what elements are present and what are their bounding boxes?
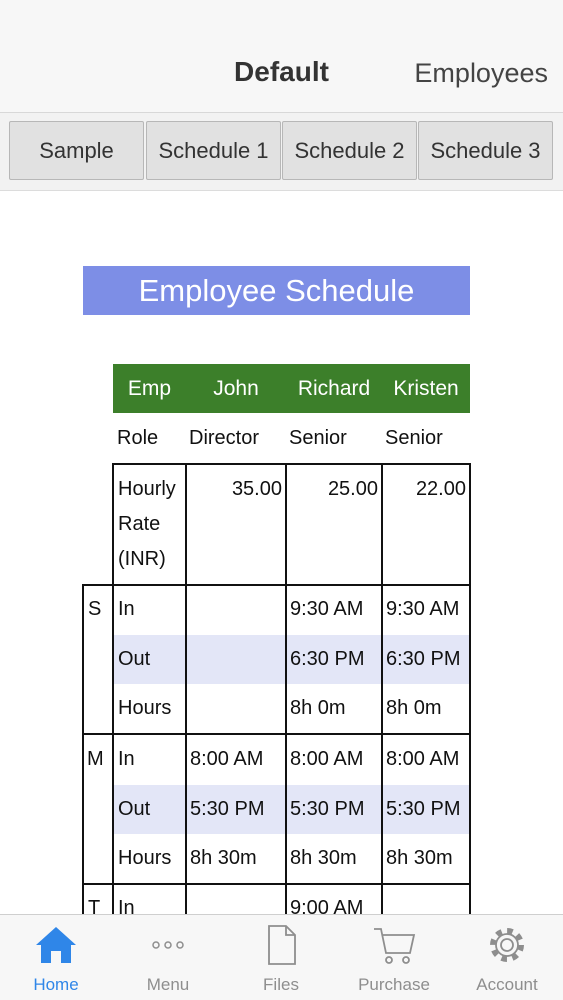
rate-label-2: Rate — [118, 513, 161, 535]
grid-line — [112, 463, 114, 914]
tab-menu[interactable] — [112, 915, 224, 1000]
day-label: T — [88, 897, 101, 914]
time-cell: 8:00 AM — [290, 748, 364, 770]
grid-line — [112, 463, 471, 465]
tab-files[interactable] — [225, 915, 337, 1000]
hours-cell: 8h 30m — [190, 847, 257, 869]
header-john: John — [213, 377, 259, 400]
grid-line — [82, 584, 84, 914]
in-label: In — [118, 748, 135, 770]
role-kristen: Senior — [385, 427, 443, 449]
day-label: M — [87, 748, 104, 770]
header-kristen: Kristen — [393, 377, 459, 400]
segment-schedule-3[interactable]: Schedule 3 — [418, 121, 553, 180]
home-icon — [34, 923, 78, 967]
tab-label: Account — [476, 975, 538, 994]
time-cell: 9:00 AM — [290, 897, 364, 914]
grid-line — [82, 883, 471, 885]
navigation-bar — [0, 0, 563, 113]
time-cell: 6:30 PM — [290, 648, 365, 670]
hours-cell: 8h 0m — [290, 697, 346, 719]
segment-schedule-2[interactable]: Schedule 2 — [282, 121, 417, 180]
hours-cell: 8h 0m — [386, 697, 442, 719]
time-cell: 6:30 PM — [386, 648, 461, 670]
role-label: Role — [117, 427, 159, 449]
tab-home[interactable] — [0, 915, 112, 1000]
tab-label: Home — [33, 975, 79, 994]
time-cell: 5:30 PM — [190, 798, 265, 820]
grid-line — [185, 463, 187, 914]
header-richard: Richard — [297, 377, 371, 400]
more-icon — [146, 923, 190, 967]
time-cell: 5:30 PM — [290, 798, 365, 820]
role-richard: Senior — [289, 427, 347, 449]
hours-label: Hours — [118, 697, 172, 719]
segment-schedule-1[interactable]: Schedule 1 — [146, 121, 281, 180]
tab-label: Purchase — [358, 975, 430, 994]
rate-richard: 25.00 — [327, 478, 378, 500]
day-label: S — [88, 598, 102, 620]
schedule-segment-bar — [0, 113, 563, 191]
tab-label: Files — [263, 975, 299, 994]
time-cell: 8:00 AM — [190, 748, 264, 770]
time-cell: 9:30 AM — [386, 598, 460, 620]
schedule-content[interactable] — [0, 192, 563, 914]
page-title: Default — [234, 56, 329, 87]
rate-label-3: (INR) — [118, 548, 166, 570]
in-label: In — [118, 598, 135, 620]
tab-purchase[interactable] — [338, 915, 450, 1000]
gear-icon — [485, 923, 529, 967]
grid-line — [285, 463, 287, 914]
in-label: In — [118, 897, 135, 914]
rate-kristen: 22.00 — [415, 478, 466, 500]
time-cell: 5:30 PM — [386, 798, 461, 820]
segment-sample[interactable]: Sample — [9, 121, 144, 180]
grid-line — [381, 463, 383, 914]
employees-button[interactable]: Employees — [414, 58, 548, 88]
out-label: Out — [118, 798, 151, 820]
role-john: Director — [189, 427, 260, 449]
time-cell: 9:30 AM — [290, 598, 364, 620]
tab-bar — [0, 914, 563, 1000]
rate-label-1: Hourly — [118, 478, 176, 500]
header-emp: Emp — [127, 377, 172, 400]
schedule-banner: Employee Schedule — [83, 266, 470, 315]
hours-cell: 8h 30m — [290, 847, 357, 869]
hours-cell: 8h 30m — [386, 847, 453, 869]
file-icon — [259, 923, 303, 967]
tab-account[interactable] — [451, 915, 563, 1000]
hours-label: Hours — [118, 847, 172, 869]
grid-line — [82, 584, 471, 586]
rate-john: 35.00 — [231, 478, 282, 500]
out-label: Out — [118, 648, 151, 670]
grid-line — [82, 733, 471, 735]
cart-icon — [372, 923, 416, 967]
time-cell: 8:00 AM — [386, 748, 460, 770]
tab-label: Menu — [146, 975, 190, 994]
grid-line — [469, 463, 471, 914]
